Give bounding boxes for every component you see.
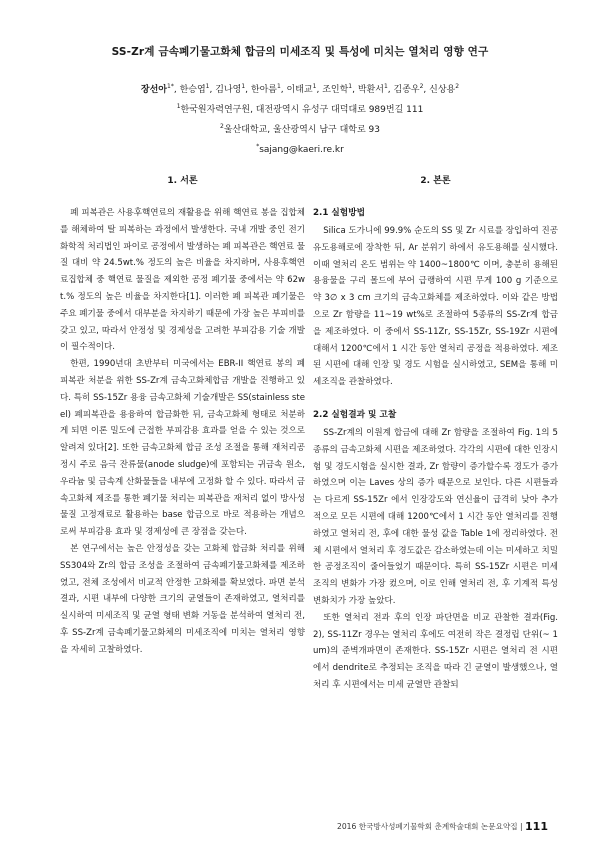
intro-paragraph-1: 폐 피복관은 사용후핵연료의 재활용을 위해 핵연료 봉을 집합체를 해체하여 탈 피복하는 과정에서 발생한다. 국내 개발 중인 전기화학적 처리법인 파이로 공정에서 발생하는 폐 피복관은 핵연료 물질 대비 약 24.5wt.% 정도의 높은 비율을 차지하며, 사용후핵연료집합체 중 핵연료 물질을 제외한 공정 폐기물 중에서는 약 62wt.% 정도의 높은 비율을 차지한다[1]. 이러한 폐 피복관 폐기물은 주요 폐기물 중에서 대부분을 차지하기 때문에 가장 높은 부피비를 갖고 있고, 따라서 안정성 및 경제성을 고려한 부피감용 기술 개발이 필수적이다. [60,208,305,353]
page-title: SS-Zr계 금속폐기물고화체 합금의 미세조직 및 특성에 미치는 열처리 영향 연구 [111,46,489,58]
co-author: 한아름 [250,85,277,95]
co-author-sup: 2 [455,83,460,90]
co-author: 이태교 [286,85,313,95]
co-author: 조인학 [322,85,349,95]
section-heading-introduction: 1. 서론 [167,176,198,186]
email: *sajang@kaeri.re.kr [256,143,344,155]
co-author: 김나영 [215,85,242,95]
co-author: 한승엽 [179,85,206,95]
intro-paragraph-2: 한편, 1990년대 초반부터 미국에서는 EBR-II 핵연료 봉의 폐 피복관 처분을 위한 SS-Zr계 금속고화체합금 개발을 진행하고 있다. 특히 SS-15Zr 용융 금속고화체 기술개발은 SS(stainless steel) 폐피복관을 용융하여 합금화한 뒤, 금속고화체 형태로 처분하게 되면 이론 밀도에 근접한 부피감용 효과를 얻을 수 있는 것으로 알려져 있다[2]. 또한 금속고화체 합금 조성 조절을 통해 재처리공정시 주로 음극 잔류물(anode sludge)에 포함되는 귀금속 원소, 우라늄 및 금속계 산화물들을 내부에 고정화 할 수 있다. 따라서 금속고화체 제조를 통한 폐기물 처리는 피복관을 재처리 없이 방사성물질 고정재료로 활용하는 base 합금으로 바로 적용하는 개념으로써 부피감용 효과 및 경제성에 큰 장점을 갖는다. [60,359,305,538]
author-list [40,80,560,100]
lead-author: 장선아 [140,85,167,95]
intro-paragraph-3: 본 연구에서는 높은 안정성을 갖는 고화체 합금화 처리를 위해 SS304와 Zr의 합금 조성을 조절하여 금속폐기물고화체를 제조하였고, 전체 조성에서 비교적 안정한 고화체를 확보였다. 파면 분석 결과, 시편 내부에 다양한 크기의 균열들이 존재하였고, 열처리를 실시하여 미세조직 및 균열 형태 변화 거동을 분석하여 열처리 전, 후 SS-Zr계 금속폐기물고화체의 미세조직에 미치는 열처리 영향을 자세히 고찰하였다. [60,543,305,655]
results-paragraph-2: 또한 열처리 전과 후의 인장 파단면을 비교 관찰한 결과(Fig. 2), SS-11Zr 경우는 열처리 후에도 여전히 작은 결정립 단위(~ 1 um)의 준벽개파면이 존재한다. SS-15Zr 시편은 열처리 전 시편에서 dendrite로 추정되는 조직을 따라 긴 균열이 발생했으나, 열처리 후 시편에서는 미세 균열만 관찰되 [313,612,558,690]
footer-separator: | [520,822,523,831]
section-heading-body: 2. 본론 [420,176,451,186]
co-author: 신상용 [429,85,456,95]
co-authors: , 한승엽$^1$, 김나영$^1$, 한아름$^1$, 이태교$^1$, 조인학$^1$, 박환서$^1$, 김종우$^2$, 신상용$^2$ [173,83,460,95]
page-number: 111 [525,820,548,833]
co-author-sup: 1 [241,83,246,90]
results-paragraph-1: SS-Zr계의 이원계 합금에 대해 Zr 함량을 조절하여 Fig. 1의 5종류의 금속고화체 시편을 제조하였다. 각각의 시편에 대한 인장시험 및 경도시험을 실시한 결과, Zr 함량이 증가할수록 경도가 증가하였으며 이는 Laves 상의 증가 때문으로 보인다. 다른 시편들과는 다르게 SS-15Zr 에서 인장강도와 연신율이 급격히 낮아 추가적으로 모든 시편에 대해 1200℃에서 1 시간 동안 열처리를 진행하였고 열처리 전, 후에 대한 물성 값을 Table 1에 정리하였다. 전체 시편에서 열처리 후 경도값은 감소하였는데 이는 미세하고 치밀한 공정조직이 줄어들었기 때문이다. 특히 SS-15Zr 시편은 미세조직의 변화가 가장 컸으며, 이로 인해 열처리 전, 후 기계적 특성 변화치가 가장 높았다. [313,427,558,606]
affiliation-2: $^2$울산대학교, 울산광역시 남구 대학로 93 [220,123,380,135]
lead-author-sup: 1* [167,83,174,90]
page-footer [337,820,548,834]
co-author-sup: 2 [419,83,424,90]
right-column [313,173,558,694]
co-author: 박환서 [357,85,384,95]
subsection-heading-methods: 2.1 실험방법 [313,208,365,218]
footer-proceedings: 2016 한국방사성폐기물학회 춘계학술대회 논문요약집 [337,822,518,831]
left-column [60,173,305,659]
methods-paragraph: Silica 도가니에 99.9% 순도의 SS 및 Zr 시료를 장입하여 진공유도용해로에 장착한 뒤, Ar 분위기 하에서 유도용해를 실시했다. 이때 열처리 온도 범위는 약 1400~1800℃ 이며, 충분히 용해된 용융물을 구리 몰드에 부어 급랭하여 시편 무게 100 g 기준으로 약 3∅ x 3 cm 크기의 금속고화체를 제조하였다. 이와 같은 방법으로 Zr 함량을 11~19 wt%로 조절하여 5종류의 SS-Zr계 합금을 제조하였다. 이 중에서 SS-11Zr, SS-15Zr, SS-19Zr 시편에 대해서 1200℃에서 1 시간 동안 열처리 공정을 적용하였다. 제조된 시편에 대해 인장 및 경도 시험을 실시하였고, SEM을 통해 미세조직을 관찰하였다. [313,226,558,388]
affiliation-1: $^1$한국원자력연구원, 대전광역시 유성구 대덕대로 989번길 111 [176,103,424,115]
co-author-sup: 1 [383,83,388,90]
co-author: 김종우 [393,85,420,95]
co-author-sup: 1 [276,83,281,90]
co-author-sup: 1 [312,83,317,90]
author-block [40,80,560,160]
co-author-sup: 1 [348,83,353,90]
subsection-heading-results: 2.2 실험결과 및 고찰 [313,409,397,420]
co-author-sup: 1 [205,83,210,90]
